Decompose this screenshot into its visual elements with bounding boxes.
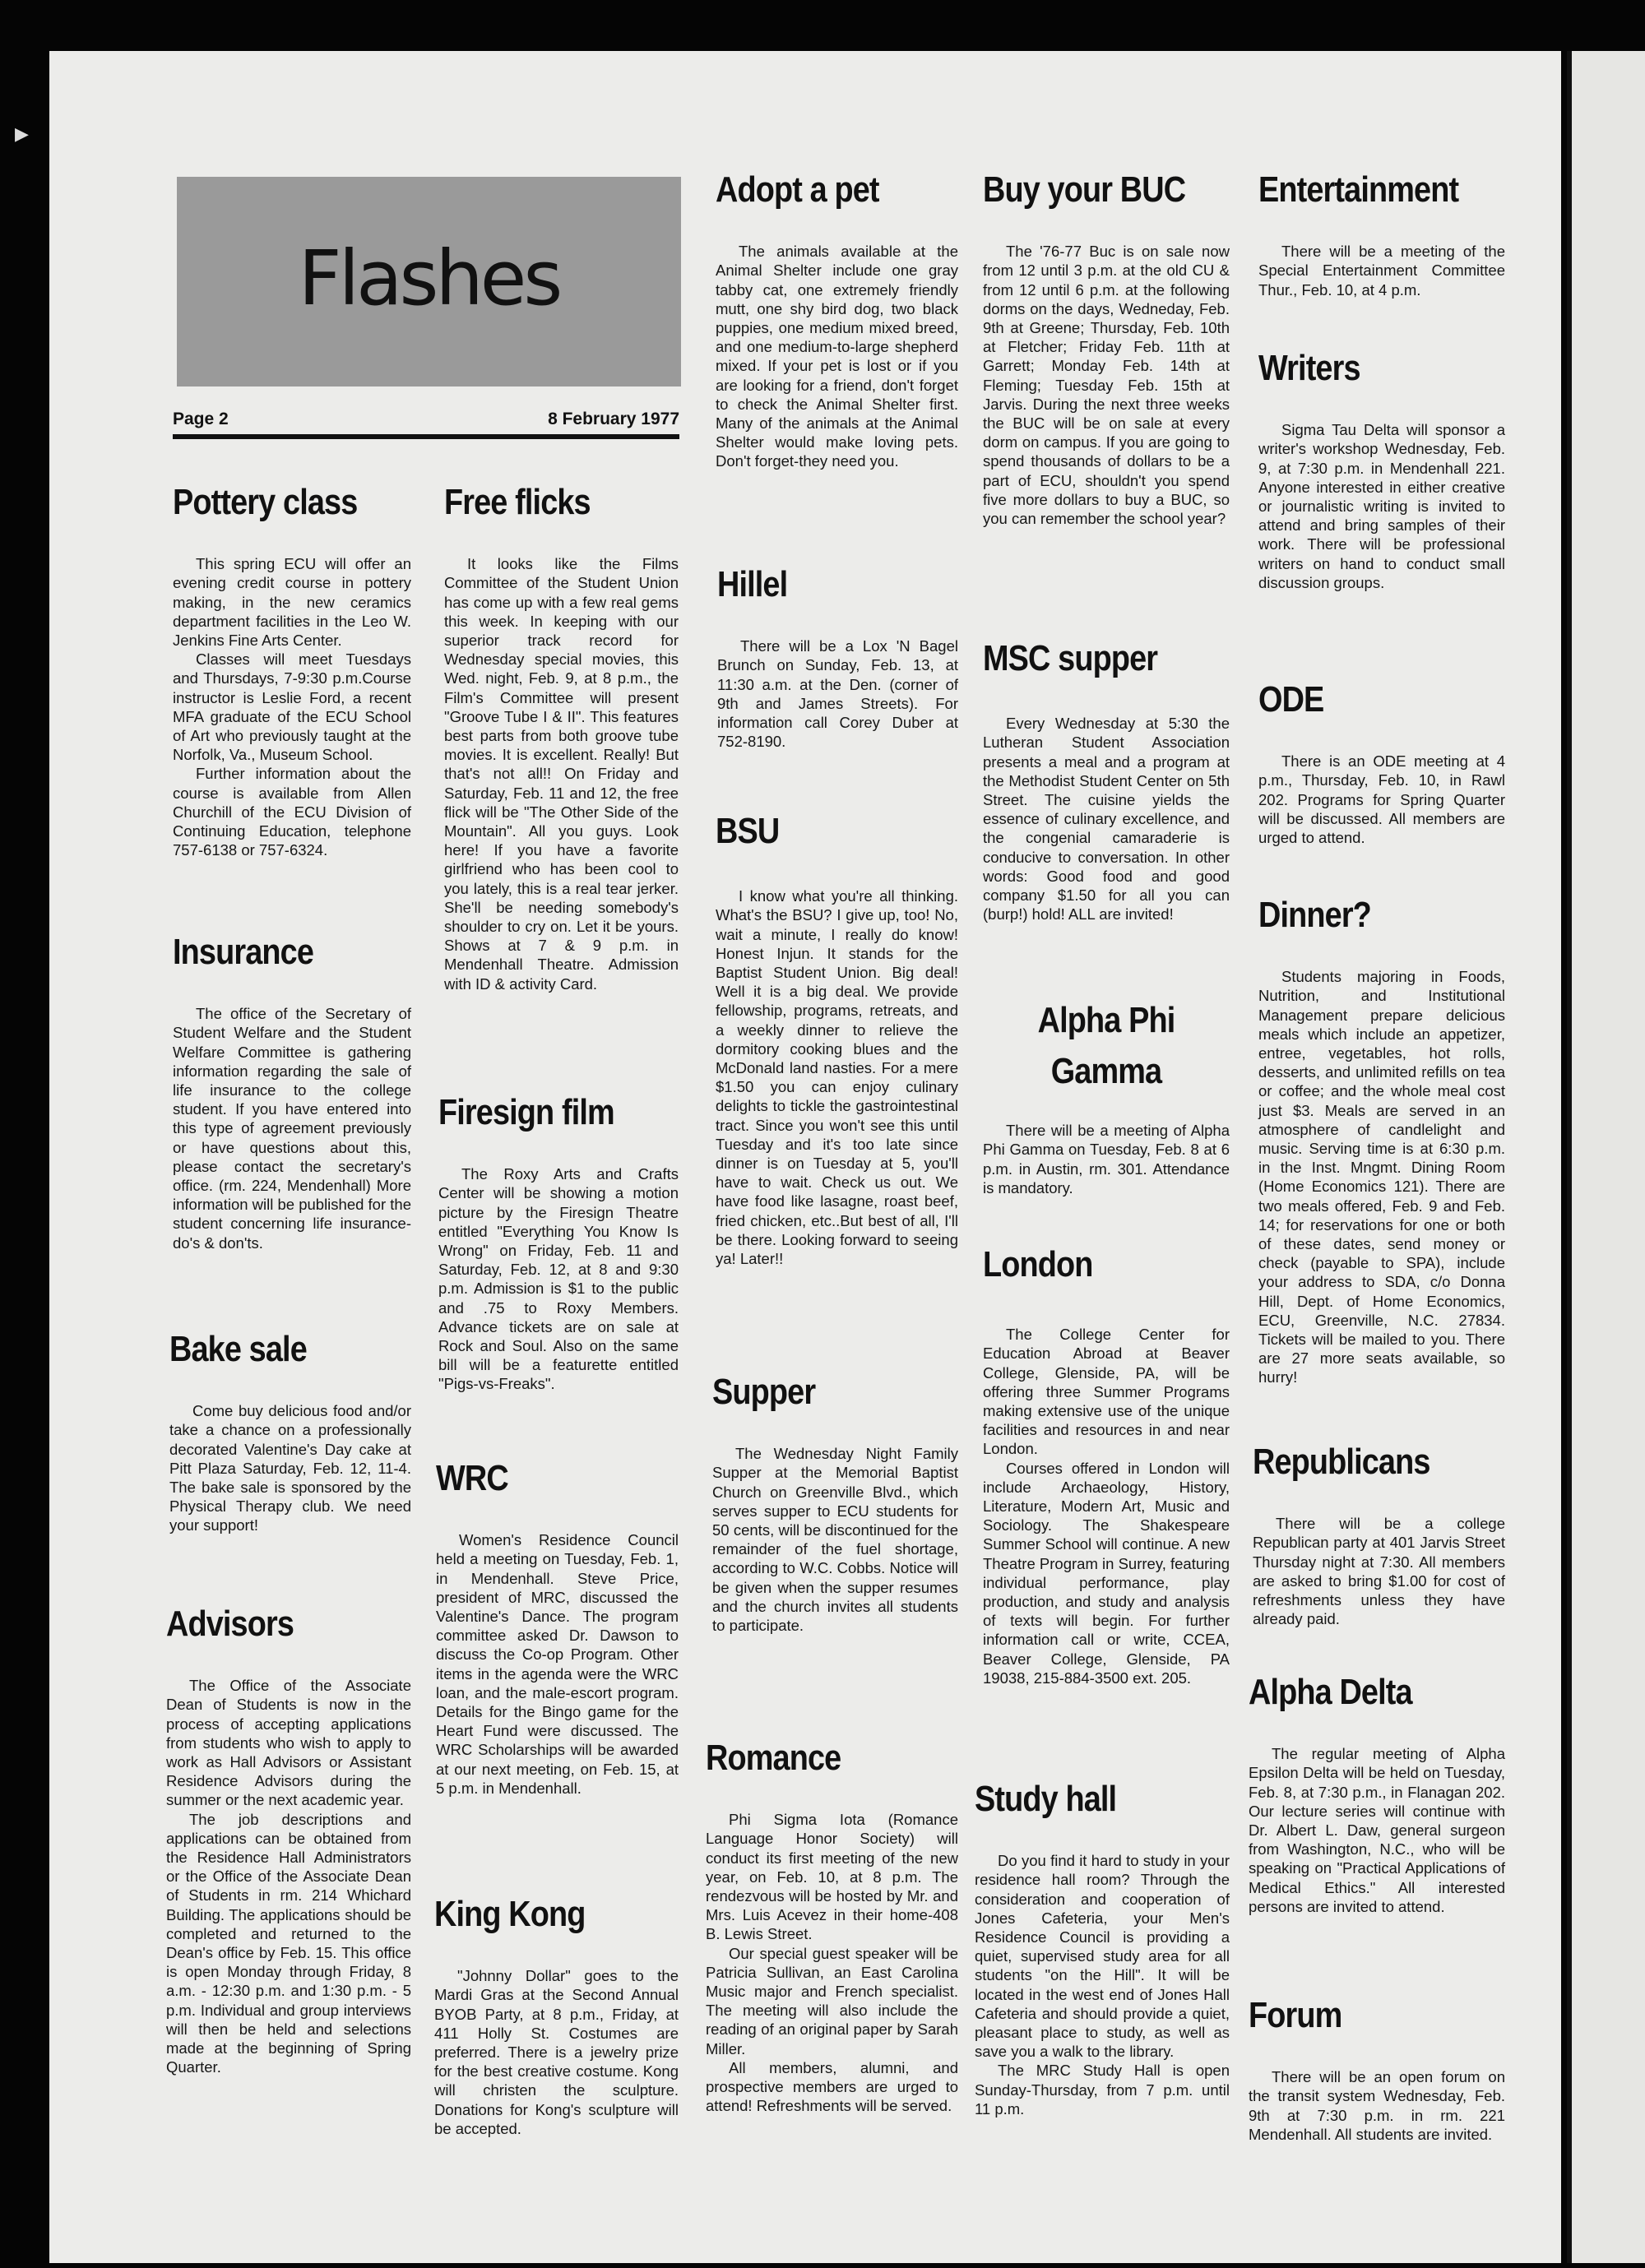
article-paragraph: There will be a meeting of Alpha Phi Gamma on Tuesday, Feb. 8 at 6 p.m. in Austin, rm. 301. Attendance is mandatory. xyxy=(983,1122,1230,1196)
article-title: Study hall xyxy=(975,1779,1117,1819)
article-title: Pottery class xyxy=(173,482,358,522)
article-freeflicks xyxy=(444,484,679,993)
article-title: Entertainment xyxy=(1258,169,1459,210)
article-title: Supper xyxy=(712,1372,816,1412)
article-paragraph: Our special guest speaker will be Patricia Sullivan, an East Carolina Music major and French specialist. The meeting will also include the reading of an original paper by Sarah Miller. xyxy=(706,1944,958,2057)
article-title: Firesign film xyxy=(438,1092,614,1132)
article-firesign xyxy=(438,1094,679,1394)
article-body xyxy=(983,714,1230,923)
article-title: WRC xyxy=(436,1458,508,1498)
article-paragraph: The MRC Study Hall is open Sunday-Thursday, from 7 p.m. until 11 p.m. xyxy=(975,2062,1230,2118)
article-body xyxy=(1258,967,1505,1386)
article-paragraph: Do you find it hard to study in your residence hall room? Through the consideration and cooperation of Jones Cafeteria, your Men's Residence Council is providing a quiet, supervised study area for all students "on the Hill". It will be located in the west end of Jones Hall Cafeteria and should provide a quiet, pleasant place to study, as well as save you a walk to the library. xyxy=(975,1852,1230,2061)
article-paragraph: The regular meeting of Alpha Epsilon Delta will be held on Tuesday, Feb. 8, at 7:30 p.m., in Flanagan 202. Our lecture series will continue with Dr. Albert L. Daw, general surgeon from Washington, N.C., who will be speaking on "Practical Applications of Medical Ethics." All interested persons are invited to attend. xyxy=(1249,1745,1505,1915)
article-bsu xyxy=(716,812,958,1268)
article-paragraph: Every Wednesday at 5:30 the Lutheran Student Association presents a meal and a program at the Methodist Student Center on 5th Street. The cuisine yields the essence of culinary excellence, and the congenial camaraderie is conducive to conversation. In other words: Good food and good company $1.50 for all you can (burp!) hold! ALL are invited! xyxy=(983,715,1230,923)
article-body xyxy=(169,1401,411,1534)
article-paragraph: The College Center for Education Abroad at Beaver College, Glenside, PA, will be offering three Summer Programs making extensive use of the unique facilities and resources in and near London. xyxy=(983,1326,1230,1458)
article-writers xyxy=(1258,349,1505,592)
article-body xyxy=(1258,242,1505,299)
article-paragraph: The office of the Secretary of Student Welfare and the Student Welfare Committee is gathering information regarding the sale of life insurance to the college student. If you have entered into this type of agreement previously or have questions about this, please contact the secretary's office. (rm. 224, Mendenhall) More information will be published for the student concerning life insurance-do's & don'ts. xyxy=(173,1005,411,1252)
article-title: Advisors xyxy=(166,1604,294,1644)
article-studyhall xyxy=(975,1780,1230,2118)
article-buc xyxy=(983,171,1230,528)
article-paragraph: The animals available at the Animal Shelter include one gray tabby cat, one extremely friendly mutt, one shy bird dog, two black puppies, one medium mixed breed, and one medium-to-large shepherd mixed. If your pet is lost or if you are looking for a friend, don't forget to check the Animal Shelter first. Many of the animals at the Animal Shelter would make loving pets. Don't forget-they need you. xyxy=(716,243,958,470)
article-title: King Kong xyxy=(434,1894,586,1934)
article-forum xyxy=(1249,1997,1505,2144)
article-body xyxy=(983,1325,1230,1687)
article-title: Adopt a pet xyxy=(716,169,879,210)
article-paragraph: There will be a Lox 'N Bagel Brunch on Sunday, Feb. 13, at 11:30 a.m. at the Den. (corner of 9th and James Streets). For information call Corey Duber at 752-8190. xyxy=(717,637,958,751)
article-paragraph: The '76-77 Buc is on sale now from 12 until 3 p.m. at the old CU & from 12 until 6 p.m. at the following dorms on the days, Wedneday, Feb. 9th at Greene; Thursday, Feb. 10th at Fletcher; Friday Feb. 11th at Garrett; Monday Feb. 14th at Fleming; Tuesday Feb. 15th at Jarvis. During the next three weeks the BUC will be on sale at every dorm on campus. If you are going to spend thousands of dollars to be a part of ECU, shouldn't you spend five more dollars to buy a BUC, so you can remember the school year? xyxy=(983,243,1230,528)
article-paragraph: All members, alumni, and prospective members are urged to attend! Refreshments will be served. xyxy=(706,2058,958,2115)
article-paragraph: There will be an open forum on the transit system Wednesday, Feb. 9th at 7:30 p.m. in rm. 221 Mendenhall. All students are invited. xyxy=(1249,2068,1505,2143)
article-title: Buy your BUC xyxy=(983,169,1186,210)
article-body xyxy=(444,554,679,993)
article-paragraph: Phi Sigma Iota (Romance Language Honor Society) will conduct its first meeting of the new year, on Feb. 10, at 8 p.m. The rendezvous will be hosted by Mr. and Mrs. Luis Acevez in their home-408 B. Lewis Street. xyxy=(706,1811,958,1943)
article-title: Romance xyxy=(706,1738,841,1778)
article-supper xyxy=(712,1373,958,1635)
article-msc xyxy=(983,640,1230,923)
scan-mark: ▶ xyxy=(15,123,29,144)
article-paragraph: Classes will meet Tuesdays and Thursdays, 7-9:30 p.m.Course instructor is Leslie Ford, a recent MFA graduate of the ECU School of Art who previously taught at the Norfolk, Va., Museum School. xyxy=(173,650,411,764)
article-title: Hillel xyxy=(717,564,788,604)
article-bakesale xyxy=(169,1331,411,1535)
article-wrc xyxy=(436,1460,679,1798)
article-title: BSU xyxy=(716,811,780,851)
article-body xyxy=(434,1966,679,2138)
article-body xyxy=(173,1004,411,1252)
article-paragraph: The Office of the Associate Dean of Students is now in the process of accepting applications from students who wish to apply to work as Hall Advisors or Assistant Residence Advisors during the summer or the next academic year. xyxy=(166,1677,411,1809)
article-republicans xyxy=(1253,1443,1505,1628)
article-body xyxy=(1253,1514,1505,1628)
article-pottery xyxy=(173,484,411,859)
article-body xyxy=(173,554,411,859)
article-paragraph: I know what you're all thinking. What's the BSU? I give up, too! No, wait a minute, I really do know! Honest Injun. It stands for the Baptist Student Union. Big deal! Well it is a big deal. We provide fellowship, programs, retreats, and a weekly dinner to relieve the dormitory cooking blues and the McDonald land nasties. For a mere $1.50 you can enjoy culinary delights to tickle the gastrointestinal tract. Since you won't see this until Tuesday and it's too late since dinner is on Tuesday at 5, you'll have to wait. Check us out. We have food like lasagne, roast beef, fried chicken, etc..But best of all, I'll be there. Looking forward to seeing ya! Later!! xyxy=(716,887,958,1268)
article-body xyxy=(438,1164,679,1393)
article-paragraph: Sigma Tau Delta will sponsor a writer's workshop Wednesday, Feb. 9, at 7:30 p.m. in Mendenhall 221. Anyone interested in either creative or journalistic writing is invited to attend and bring samples of their work. There will be professional writers on hand to conduct small discussion groups. xyxy=(1258,421,1505,591)
article-paragraph: Courses offered in London will include Archaeology, History, Literature, Modern Art, Music and Sociology. The Shakespeare Summer School will continue. A new Theatre Program in Surrey, featuring individual performance, play production, and study and analysis of texts will begin. For further information call or write, CCEA, Beaver College, Glenside, PA 19038, 215-884-3500 ext. 205. xyxy=(983,1459,1230,1687)
header-rule xyxy=(173,434,679,439)
article-title: Forum xyxy=(1249,1995,1342,2035)
article-alphaphi xyxy=(983,995,1230,1197)
article-title: Insurance xyxy=(173,932,314,972)
article-alphadelta xyxy=(1249,1673,1505,1916)
page-number: Page 2 xyxy=(173,410,229,428)
article-paragraph: There will be a meeting of the Special Entertainment Committee Thur., Feb. 10, at 4 p.m. xyxy=(1258,243,1505,299)
article-body xyxy=(1249,1744,1505,1916)
article-paragraph: The Wednesday Night Family Supper at the Memorial Baptist Church on Greenville Blvd., which serves supper to ECU students for 50 cents, will be discontinued for the remainder of the fuel shortage, according to W.C. Cobbs. Notice will be given when the supper resumes and the church invites all students to participate. xyxy=(712,1445,958,1635)
article-title: Republicans xyxy=(1253,1442,1430,1482)
article-body xyxy=(706,1810,958,2115)
article-paragraph: Students majoring in Foods, Nutrition, and Institutional Management prepare delicious meals which include an appetizer, entree, vegetables, hot rolls, desserts, and unlimited refills on tea or coffee; and the whole meal cost just $3. Meals are served in an atmosphere of candlelight and music. Serving time is at 6:30 p.m. in the Inst. Mngmt. Dining Room (Home Economics 121). There are two meals offered, Feb. 9 and Feb. 14; for reservations for one or both of these dates, send money or check (payable to SPA), include your address to SDA, c/o Donna Hill, Dept. of Home Economics, ECU, Greenville, N.C. 27834. Tickets will be mailed to you. There are 27 more seats available, so hurry! xyxy=(1258,968,1505,1386)
article-paragraph: The Roxy Arts and Crafts Center will be showing a motion picture by the Firesign Theatre entitled "Everything You Know Is Wrong" on Friday, Feb. 11 and Saturday, Feb. 12, at 8 and 9:30 p.m. Admission is $1 to the public and .75 to Roxy Members. Advance tickets are on sale at Rock and Soul. Also on the same bill will be a featurette entitled "Pigs-vs-Freaks". xyxy=(438,1165,679,1393)
article-body xyxy=(716,242,958,470)
article-paragraph: Come buy delicious food and/or take a chance on a professionally decorated Valentine's Day cake at Pitt Plaza Saturday, Feb. 12, 11-4. The bake sale is sponsored by the Physical Therapy club. We need your support! xyxy=(169,1402,411,1534)
article-romance xyxy=(706,1739,958,2115)
article-body xyxy=(1258,420,1505,592)
article-adopt xyxy=(716,171,958,471)
article-body xyxy=(717,636,958,751)
article-body xyxy=(975,1851,1230,2118)
article-body xyxy=(166,1676,411,2076)
article-advisors xyxy=(166,1605,411,2076)
article-body xyxy=(1249,2067,1505,2144)
article-body xyxy=(983,242,1230,528)
article-paragraph: This spring ECU will offer an evening credit course in pottery making, in the new ceramics department facilities in the Leo W. Jenkins Fine Arts Center. xyxy=(173,555,411,649)
article-london xyxy=(983,1246,1230,1687)
article-paragraph: "Johnny Dollar" goes to the Mardi Gras at the Second Annual BYOB Party, at 8 p.m., Friday, at 411 Holly St. Costumes are preferred. There is a jewelry prize for the best creative costume. Kong will christen the sculpture. Donations for Kong's sculpture will be accepted. xyxy=(434,1967,679,2137)
article-title: Free flicks xyxy=(444,482,591,522)
article-paragraph: Further information about the course is available from Allen Churchill of the ECU Division of Continuing Education, telephone 757-6138 or 757-6324. xyxy=(173,765,411,859)
masthead xyxy=(177,177,681,386)
issue-date: 8 February 1977 xyxy=(548,410,679,428)
article-paragraph: There will be a college Republican party at 401 Jarvis Street Thursday night at 7:30. All members are asked to bring $1.00 for cost of refreshments unless they have already paid. xyxy=(1253,1515,1505,1628)
article-insurance xyxy=(173,933,411,1252)
article-title: ODE xyxy=(1258,679,1324,720)
article-title: Alpha Delta xyxy=(1249,1672,1412,1712)
article-hillel xyxy=(717,566,958,751)
article-title: MSC supper xyxy=(983,638,1158,678)
next-page-edge xyxy=(1567,51,1645,2263)
article-paragraph: Women's Residence Council held a meeting on Tuesday, Feb. 1, in Mendenhall. Steve Price, president of MRC, discussed the Valentine's Dance. The program committee asked Dr. Dawson to discuss the Co-op Program. Other items in the agenda were the WRC loan, and the male-escort program. Details for the Bingo game for the Heart Fund were discussed. The WRC Scholarships will be awarded at our next meeting, on Feb. 15, at 5 p.m. in Mendenhall. xyxy=(436,1531,679,1797)
article-body xyxy=(712,1444,958,1635)
article-body xyxy=(436,1530,679,1798)
article-body xyxy=(716,886,958,1268)
article-paragraph: There is an ODE meeting at 4 p.m., Thursday, Feb. 10, in Rawl 202. Programs for Spring Quarter will be discussed. All members are urged to attend. xyxy=(1258,752,1505,846)
article-dinner xyxy=(1258,896,1505,1387)
article-paragraph: The job descriptions and applications can be obtained from the Residence Hall Administrators or the Office of the Associate Dean of Students in rm. 214 Whichard Building. The applications should be completed and returned to the Dean's office by Feb. 15. This office is open Monday through Friday, 8 a.m. - 12:30 p.m. and 1:30 p.m. - 5 p.m. Individual and group interviews will then be held and selections made at the beginning of Spring Quarter. xyxy=(166,1810,411,2076)
article-entertainment xyxy=(1258,171,1505,299)
article-title: Writers xyxy=(1258,348,1360,388)
article-title: Bake sale xyxy=(169,1329,307,1369)
article-ode xyxy=(1258,681,1505,847)
article-title: London xyxy=(983,1244,1093,1284)
article-title: Alpha Phi Gamma xyxy=(1037,1000,1175,1091)
article-body xyxy=(1258,752,1505,847)
masthead-title: Flashes xyxy=(298,234,560,322)
article-kingkong xyxy=(434,1895,679,2138)
article-body xyxy=(983,1121,1230,1197)
article-paragraph: It looks like the Films Committee of the Student Union has come up with a few real gems this week. In keeping with our superior track record for Wednesday special movies, this Wed. night, Feb. 9, at 8 p.m., the Film's Committee will present "Groove Tube I & II". This features best parts from both groove tube movies. It is excellent. Really! But that's not all!! On Friday and Saturday, Feb. 11 and 12, the free flick will be "The Other Side of the Mountain". All you guys. Look here! If you have a favorite girlfriend who has been cool to you lately, this is a real tear jerker. She'll be needing somebody's shoulder to cry on. Let it be yours. Shows at 7 & 9 p.m. in Mendenhall Theatre. Admission with ID & activity Card. xyxy=(444,555,679,993)
article-title: Dinner? xyxy=(1258,895,1371,935)
